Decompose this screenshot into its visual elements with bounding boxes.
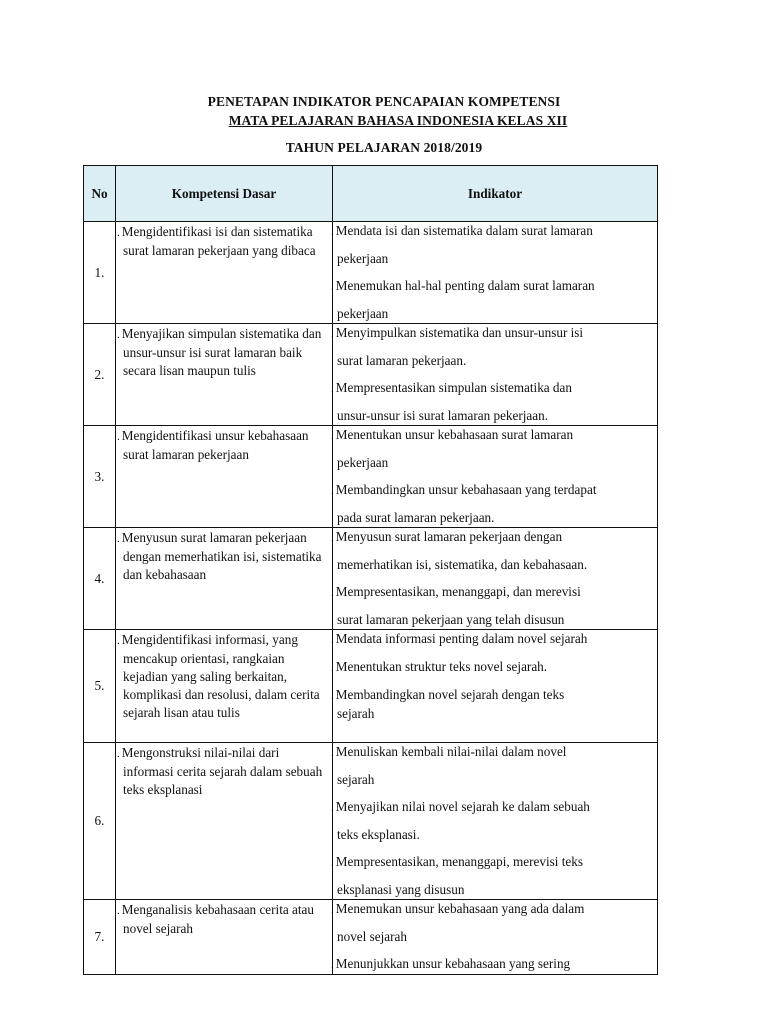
column-header-indikator: Indikator [333,166,658,222]
row-number: 2. [84,324,116,426]
indikator-item [331,853,653,899]
kompetensi-dasar-text: Mengidentifikasi unsur kebahasaan surat lamaran pekerjaan [121,428,309,462]
table-header-row [84,166,658,222]
indikator-line: memerhatikan isi, sistematika, dan kebahasaan. [337,557,588,572]
indikator-spacer [337,789,653,798]
kompetensi-dasar-text: Menganalisis kebahasaan cerita atau novel sejarah [121,902,314,936]
list-marker: . [117,431,120,443]
table-row [84,743,658,900]
indikator-cell [333,743,658,900]
indikator-line [331,686,653,705]
kompetensi-dasar-cell [116,426,333,528]
list-marker: . [331,328,334,340]
indikator-line: eksplanasi yang disusun [337,882,465,897]
list-marker: . [331,281,334,293]
indikator-line: surat lamaran pekerjaan. [337,353,467,368]
indikator-line: pekerjaan [337,455,389,470]
row-number: 3. [84,426,116,528]
indikator-line: pekerjaan [337,306,389,321]
kompetensi-dasar-cell [116,222,333,324]
indikator-line-text: Menentukan struktur teks novel sejarah. [335,659,548,674]
list-marker: . [331,485,334,497]
indikator-line [331,630,653,649]
indikator-line: pekerjaan [337,251,389,266]
indikator-line [331,481,653,500]
indikator-line-text: Mendata isi dan sistematika dalam surat lamaran [335,223,593,238]
indikator-line-text: Mempresentasikan simpulan sistematika dan [335,380,572,395]
indikator-line: surat lamaran pekerjaan yang telah disusun [337,612,565,627]
competency-table [83,165,658,975]
indikator-item [331,630,653,649]
indikator-line-text: Menunjukkan unsur kebahasaan yang sering [335,956,571,971]
kompetensi-dasar-cell [116,528,333,630]
list-marker: . [117,329,120,341]
kompetensi-dasar-text: Mengonstruksi nilai-nilai dari informasi cerita sejarah dalam sebuah teks eksplanasi [121,745,323,797]
indikator-item [331,658,653,677]
indikator-line: unsur-unsur isi surat lamaran pekerjaan. [337,408,549,423]
indikator-line [331,222,653,241]
indikator-cell [333,900,658,975]
list-marker: . [331,226,334,238]
list-marker: . [331,662,334,674]
indikator-cell [333,222,658,324]
indikator-item [331,379,653,425]
column-header-kompetensi-dasar: Kompetensi Dasar [116,166,333,222]
indikator-item [331,743,653,789]
table-row [84,630,658,743]
list-marker: . [117,227,120,239]
list-marker: . [117,635,120,647]
indikator-item [331,324,653,370]
indikator-line-text: Menuliskan kembali nilai-nilai dalam novel [335,744,567,759]
indikator-cell [333,426,658,528]
row-number: 4. [84,528,116,630]
kompetensi-dasar-cell [116,743,333,900]
list-marker: . [331,690,334,702]
indikator-line: pada surat lamaran pekerjaan. [337,510,495,525]
indikator-line [331,955,653,974]
indikator-line [331,658,653,677]
row-number: 1. [84,222,116,324]
list-marker: . [331,904,334,916]
table-row [84,528,658,630]
indikator-line [331,528,653,547]
indikator-spacer [337,268,653,277]
indikator-spacer [337,370,653,379]
row-number: 5. [84,630,116,743]
kompetensi-dasar-cell [116,900,333,975]
indikator-line: novel sejarah [337,929,407,944]
list-marker: . [331,430,334,442]
document-subtitle: MATA PELAJARAN BAHASA INDONESIA KELAS XII [228,113,568,128]
academic-year: TAHUN PELAJARAN 2018/2019 [285,140,483,155]
indikator-item [331,481,653,527]
indikator-cell [333,324,658,426]
indikator-line [331,743,653,762]
list-marker: . [331,383,334,395]
kompetensi-dasar-cell [116,324,333,426]
indikator-spacer [337,677,653,686]
indikator-line-text: Menentukan unsur kebahasaan surat lamaran [335,427,574,442]
list-marker: . [331,802,334,814]
indikator-line-text: Membandingkan novel sejarah dengan teks [335,687,565,702]
kompetensi-dasar-text: Menyajikan simpulan sistematika dan unsur-unsur isi surat lamaran baik secara lisan maupun tulis [121,326,322,378]
indikator-line-text: Mempresentasikan, menanggapi, merevisi teks [335,854,583,869]
indikator-line [331,853,653,872]
indikator-spacer [337,946,653,955]
table-row [84,900,658,975]
indikator-line [331,379,653,398]
indikator-line-text: Menemukan hal-hal penting dalam surat lamaran [335,278,595,293]
table-row [84,222,658,324]
list-marker: . [117,905,120,917]
row-number: 6. [84,743,116,900]
indikator-line [331,583,653,602]
indikator-spacer [337,649,653,658]
kompetensi-dasar-text: Menyusun surat lamaran pekerjaan dengan memerhatikan isi, sistematika dan kebahasaan [121,530,322,582]
indikator-item [331,955,653,974]
kompetensi-dasar-text: Mengidentifikasi isi dan sistematika surat lamaran pekerjaan yang dibaca [121,224,316,258]
indikator-cell [333,630,658,743]
indikator-spacer [337,844,653,853]
list-marker: . [117,748,120,760]
table-row [84,324,658,426]
list-marker: . [331,634,334,646]
indikator-line-text: Menyusun surat lamaran pekerjaan dengan [335,529,563,544]
indikator-spacer [337,472,653,481]
table-row [84,426,658,528]
indikator-line-text: Menyajikan nilai novel sejarah ke dalam sebuah [335,799,590,814]
indikator-line [331,277,653,296]
kompetensi-dasar-text: Mengidentifikasi informasi, yang mencakup orientasi, rangkaian kejadian yang saling berkaitan, komplikasi dan resolusi, dalam cerita sejarah lisan atau tulis [121,632,320,720]
document-title: PENETAPAN INDIKATOR PENCAPAIAN KOMPETENSI [207,94,561,109]
indikator-line-text: Menemukan unsur kebahasaan yang ada dalam [335,901,585,916]
indikator-cell [333,528,658,630]
indikator-line-text: Mempresentasikan, menanggapi, dan merevisi [335,584,581,599]
indikator-line-text: Membandingkan unsur kebahasaan yang terdapat [335,482,597,497]
indikator-line [331,798,653,817]
list-marker: . [331,959,334,971]
indikator-item [331,528,653,574]
indikator-line: teks eksplanasi. [337,827,420,842]
indikator-item [331,277,653,323]
indikator-item [331,900,653,946]
list-marker: . [331,857,334,869]
kompetensi-dasar-cell [116,630,333,743]
indikator-line-text: Mendata informasi penting dalam novel sejarah [335,631,588,646]
list-marker: . [117,533,120,545]
indikator-item [331,222,653,268]
indikator-item [331,686,653,723]
indikator-line-text: Menyimpulkan sistematika dan unsur-unsur isi [335,325,584,340]
indikator-line [331,426,653,445]
indikator-item [331,798,653,844]
column-header-no: No [84,166,116,222]
indikator-item [331,583,653,629]
list-marker: . [331,532,334,544]
indikator-line: sejarah [337,772,375,787]
indikator-line [331,324,653,343]
indikator-line [331,900,653,919]
indikator-item [331,426,653,472]
indikator-spacer [337,574,653,583]
row-number: 7. [84,900,116,975]
list-marker: . [331,747,334,759]
list-marker: . [331,587,334,599]
indikator-line: sejarah [337,706,375,721]
